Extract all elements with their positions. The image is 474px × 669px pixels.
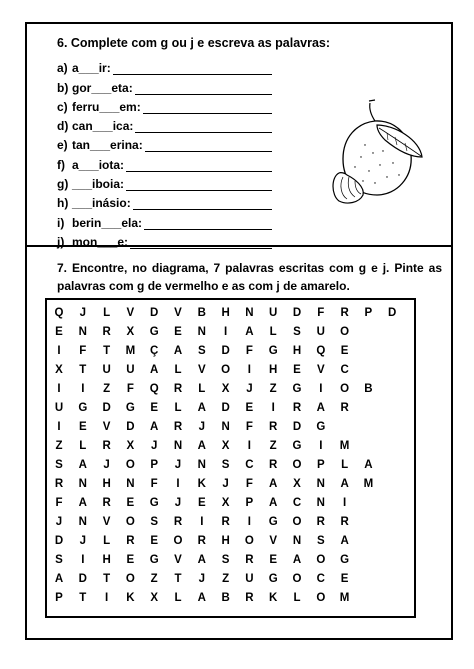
grid-letter[interactable]: G	[149, 497, 159, 509]
grid-letter[interactable]: O	[316, 592, 326, 604]
item-word: ___inásio:	[72, 196, 131, 211]
grid-letter[interactable]: L	[269, 326, 277, 338]
grid-letter[interactable]: U	[102, 364, 111, 376]
grid-letter[interactable]: N	[316, 478, 325, 490]
grid-letter[interactable]: L	[174, 592, 182, 604]
answer-line[interactable]	[113, 64, 272, 75]
grid-letter[interactable]: O	[125, 459, 135, 471]
grid-letter[interactable]: F	[245, 421, 253, 433]
grid-letter[interactable]: A	[292, 554, 302, 566]
grid-letter[interactable]: Z	[269, 440, 277, 452]
item-label: b)	[57, 80, 69, 95]
grid-letter[interactable]: P	[316, 459, 325, 471]
grid-letter[interactable]: E	[340, 345, 349, 357]
grid-letter[interactable]: E	[174, 326, 182, 338]
item-label: c)	[57, 99, 68, 114]
grid-letter[interactable]: L	[103, 307, 111, 319]
grid-letter[interactable]: G	[78, 402, 88, 414]
grid-letter[interactable]: F	[245, 345, 253, 357]
grid-letter[interactable]: R	[340, 516, 349, 528]
grid-letter[interactable]: J	[198, 573, 205, 585]
grid-letter[interactable]: U	[54, 402, 64, 414]
grid-letter[interactable]: Z	[150, 573, 158, 585]
grid-letter[interactable]: A	[340, 535, 349, 547]
grid-letter[interactable]: G	[268, 345, 278, 357]
exercise-item	[57, 230, 272, 249]
grid-letter[interactable]: L	[198, 383, 206, 395]
grid-letter[interactable]: I	[247, 440, 251, 452]
grid-letter[interactable]: B	[197, 307, 206, 319]
grid-letter[interactable]: I	[81, 383, 85, 395]
grid-letter[interactable]: S	[150, 516, 159, 528]
grid-letter[interactable]: R	[102, 326, 111, 338]
grid-letter[interactable]: F	[55, 497, 63, 509]
grid-letter[interactable]: O	[292, 516, 302, 528]
answer-line[interactable]	[143, 103, 272, 114]
exercise-item	[57, 210, 272, 229]
grid-letter[interactable]: G	[316, 421, 326, 433]
item-word: a___iota:	[72, 157, 125, 172]
item-word: tan___erina:	[72, 138, 143, 153]
grid-letter[interactable]: G	[292, 440, 302, 452]
grid-letter[interactable]: M	[339, 440, 350, 452]
grid-row	[47, 456, 414, 475]
grid-letter[interactable]: S	[316, 535, 325, 547]
grid-letter[interactable]: A	[78, 497, 87, 509]
grid-letter[interactable]: V	[269, 535, 278, 547]
item-label: h)	[57, 196, 69, 211]
grid-letter[interactable]: O	[125, 573, 135, 585]
grid-letter[interactable]: N	[126, 478, 135, 490]
grid-letter[interactable]: A	[78, 459, 87, 471]
grid-letter[interactable]: Z	[222, 573, 230, 585]
grid-letter[interactable]: V	[174, 307, 182, 319]
grid-letter[interactable]: C	[245, 459, 254, 471]
grid-letter[interactable]: A	[269, 478, 278, 490]
grid-letter[interactable]: J	[103, 459, 110, 471]
grid-letter[interactable]: X	[150, 592, 159, 604]
grid-letter[interactable]: N	[197, 459, 206, 471]
answer-line[interactable]	[126, 180, 272, 191]
grid-letter[interactable]: R	[102, 497, 111, 509]
grid-letter[interactable]: E	[78, 421, 87, 433]
grid-letter[interactable]: I	[247, 364, 251, 376]
grid-letter[interactable]: X	[221, 497, 230, 509]
grid-letter[interactable]: R	[221, 516, 230, 528]
grid-letter[interactable]: E	[293, 364, 301, 376]
grid-letter[interactable]: M	[363, 478, 374, 490]
grid-letter[interactable]: H	[269, 364, 278, 376]
grid-letter[interactable]: U	[245, 573, 254, 585]
grid-letter[interactable]: B	[364, 383, 373, 395]
grid-letter[interactable]: L	[174, 402, 182, 414]
grid-letter[interactable]: E	[269, 554, 278, 566]
grid-letter[interactable]: X	[293, 478, 301, 490]
grid-letter[interactable]: J	[79, 307, 86, 319]
grid-letter[interactable]: E	[197, 497, 206, 509]
grid-letter[interactable]: A	[197, 440, 206, 452]
grid-letter[interactable]: M	[125, 345, 136, 357]
grid-letter[interactable]: J	[198, 421, 205, 433]
grid-row	[47, 570, 414, 589]
grid-letter[interactable]: G	[292, 383, 302, 395]
grid-letter[interactable]: X	[221, 383, 230, 395]
grid-letter[interactable]: T	[103, 573, 111, 585]
grid-letter[interactable]: I	[176, 478, 180, 490]
grid-letter[interactable]: F	[317, 307, 325, 319]
grid-row	[47, 551, 414, 570]
grid-letter[interactable]: R	[269, 421, 278, 433]
grid-letter[interactable]: U	[126, 364, 135, 376]
grid-letter[interactable]: O	[221, 364, 231, 376]
grid-letter[interactable]: H	[221, 535, 230, 547]
grid-letter[interactable]: D	[292, 421, 302, 433]
grid-letter[interactable]: T	[79, 364, 87, 376]
grid-row	[47, 342, 414, 361]
grid-letter[interactable]: G	[125, 402, 135, 414]
grid-letter[interactable]: L	[79, 440, 87, 452]
exercise-item	[57, 75, 272, 94]
grid-letter[interactable]: T	[79, 592, 87, 604]
item-label: g)	[57, 177, 69, 192]
question-7-title	[57, 259, 442, 295]
grid-letter[interactable]: N	[78, 516, 87, 528]
grid-letter[interactable]: O	[316, 554, 326, 566]
grid-row	[47, 399, 414, 418]
item-label: e)	[57, 138, 68, 153]
grid-letter[interactable]: N	[292, 535, 302, 547]
grid-letter[interactable]: A	[150, 364, 159, 376]
grid-letter[interactable]: A	[269, 497, 278, 509]
grid-row	[47, 380, 414, 399]
grid-letter[interactable]: S	[221, 554, 230, 566]
exercise-item	[57, 56, 272, 75]
grid-letter[interactable]: R	[340, 307, 349, 319]
grid-letter[interactable]: A	[197, 592, 206, 604]
answer-line[interactable]	[144, 219, 272, 230]
grid-letter[interactable]: S	[55, 459, 63, 471]
exercise-item	[57, 95, 272, 114]
grid-letter[interactable]: F	[245, 478, 253, 490]
grid-letter[interactable]: O	[125, 516, 135, 528]
grid-row	[47, 361, 414, 380]
grid-letter[interactable]: D	[78, 573, 87, 585]
grid-letter[interactable]: U	[269, 307, 278, 319]
grid-letter[interactable]: E	[245, 402, 254, 414]
grid-row	[47, 475, 414, 494]
grid-letter[interactable]: R	[197, 535, 206, 547]
grid-letter[interactable]: N	[245, 307, 254, 319]
item-label: f)	[57, 157, 65, 172]
grid-letter[interactable]: I	[342, 497, 347, 509]
grid-letter[interactable]: H	[102, 478, 111, 490]
grid-letter[interactable]: J	[174, 497, 182, 509]
grid-letter[interactable]: R	[340, 402, 349, 414]
grid-letter[interactable]: Q	[316, 345, 326, 357]
grid-letter[interactable]: D	[54, 535, 64, 547]
grid-letter[interactable]: E	[126, 554, 135, 566]
grid-letter[interactable]: L	[174, 364, 182, 376]
item-word: gor___eta:	[72, 80, 133, 95]
grid-letter[interactable]: I	[57, 345, 61, 357]
grid-letter[interactable]: X	[126, 326, 135, 338]
grid-letter[interactable]: D	[221, 402, 230, 414]
grid-letter[interactable]: N	[197, 326, 206, 338]
grid-letter[interactable]: J	[174, 459, 182, 471]
grid-letter[interactable]: J	[150, 440, 158, 452]
grid-letter[interactable]: R	[102, 440, 111, 452]
grid-letter[interactable]: F	[79, 345, 87, 357]
grid-letter[interactable]: A	[245, 326, 254, 338]
grid-letter[interactable]: R	[173, 516, 183, 528]
grid-letter[interactable]: E	[150, 402, 159, 414]
grid-letter[interactable]: E	[126, 497, 135, 509]
grid-letter[interactable]: P	[364, 307, 373, 319]
exercise-item	[57, 133, 272, 152]
question-6-title: 6. Complete com g ou j e escreva as palavras:	[57, 36, 331, 50]
grid-letter[interactable]: B	[221, 592, 230, 604]
grid-letter[interactable]: N	[78, 326, 87, 338]
grid-row	[47, 323, 414, 342]
grid-letter[interactable]: A	[173, 345, 183, 357]
grid-letter[interactable]: J	[55, 516, 63, 528]
grid-letter[interactable]: R	[245, 592, 254, 604]
grid-letter[interactable]: N	[173, 440, 183, 452]
word-search-grid	[45, 298, 416, 618]
grid-letter[interactable]: G	[268, 573, 278, 585]
grid-letter[interactable]: S	[197, 345, 206, 357]
grid-letter[interactable]: J	[246, 383, 253, 395]
grid-letter[interactable]: P	[150, 459, 159, 471]
grid-letter[interactable]: G	[149, 554, 159, 566]
grid-letter[interactable]: O	[244, 535, 254, 547]
grid-letter[interactable]: I	[57, 421, 61, 433]
grid-row	[47, 589, 414, 608]
grid-letter[interactable]: F	[150, 478, 158, 490]
grid-letter[interactable]: Ç	[150, 345, 159, 357]
grid-letter[interactable]: I	[57, 383, 61, 395]
grid-row	[47, 304, 414, 323]
grid-letter[interactable]: N	[316, 497, 325, 509]
grid-letter[interactable]: C	[340, 364, 349, 376]
grid-row	[47, 494, 414, 513]
grid-letter[interactable]: L	[103, 535, 111, 547]
answer-line[interactable]	[145, 141, 272, 152]
answer-line[interactable]	[135, 84, 272, 95]
grid-letter[interactable]: T	[103, 345, 111, 357]
grid-letter[interactable]: Q	[149, 383, 159, 395]
grid-letter[interactable]: R	[269, 459, 278, 471]
grid-letter[interactable]: C	[316, 573, 325, 585]
grid-letter[interactable]: V	[102, 421, 111, 433]
item-word: ___iboia:	[72, 177, 125, 192]
grid-letter[interactable]: P	[55, 592, 63, 604]
grid-letter[interactable]: V	[126, 307, 135, 319]
grid-letter[interactable]: O	[292, 459, 302, 471]
exercise-item	[57, 191, 272, 210]
grid-letter[interactable]: X	[221, 440, 230, 452]
grid-letter[interactable]: E	[55, 326, 63, 338]
grid-letter[interactable]: A	[197, 402, 206, 414]
question-7-line-1: 7. Encontre, no diagrama, 7 palavras escritas com g e j. Pinte as	[57, 261, 442, 275]
item-word: berin___ela:	[72, 215, 143, 230]
item-label: d)	[57, 119, 69, 134]
exercise-item	[57, 114, 272, 133]
grid-letter[interactable]: O	[340, 326, 350, 338]
grid-letter[interactable]: V	[197, 364, 206, 376]
grid-letter[interactable]: R	[126, 535, 135, 547]
grid-letter[interactable]: A	[316, 402, 325, 414]
answer-line[interactable]	[133, 199, 272, 210]
grid-letter[interactable]: Z	[269, 383, 277, 395]
grid-letter[interactable]: D	[126, 421, 135, 433]
grid-letter[interactable]: R	[292, 402, 302, 414]
grid-letter[interactable]: I	[104, 592, 109, 604]
grid-letter[interactable]: A	[54, 573, 64, 585]
grid-letter[interactable]: P	[245, 497, 254, 509]
grid-letter[interactable]: H	[221, 307, 230, 319]
grid-letter[interactable]: I	[200, 516, 204, 528]
grid-letter[interactable]: N	[221, 421, 230, 433]
answer-line[interactable]	[135, 122, 272, 133]
grid-letter[interactable]: J	[79, 535, 86, 547]
grid-letter[interactable]: H	[102, 554, 111, 566]
grid-letter[interactable]: K	[197, 478, 206, 490]
grid-letter[interactable]: I	[271, 402, 275, 414]
grid-letter[interactable]: I	[247, 516, 251, 528]
grid-letter[interactable]: O	[292, 573, 302, 585]
item-word: ferru___em:	[72, 99, 141, 114]
grid-letter[interactable]: G	[340, 554, 350, 566]
grid-letter[interactable]: M	[339, 592, 350, 604]
grid-letter[interactable]: A	[197, 554, 206, 566]
grid-letter[interactable]: D	[292, 307, 302, 319]
grid-letter[interactable]: D	[388, 307, 397, 319]
grid-letter[interactable]: A	[340, 478, 349, 490]
grid-letter[interactable]: E	[340, 573, 349, 585]
item-word: a___ir:	[72, 61, 111, 76]
grid-letter[interactable]: L	[341, 459, 349, 471]
answer-line[interactable]	[130, 238, 272, 249]
item-label: j)	[57, 234, 65, 249]
grid-letter[interactable]: T	[174, 573, 182, 585]
grid-letter[interactable]: K	[126, 592, 135, 604]
grid-letter[interactable]: X	[126, 440, 135, 452]
grid-letter[interactable]: I	[223, 326, 228, 338]
item-word: can___ica:	[72, 119, 134, 134]
grid-letter[interactable]: I	[81, 554, 85, 566]
grid-letter[interactable]: G	[268, 516, 278, 528]
grid-letter[interactable]: A	[150, 421, 159, 433]
grid-letter[interactable]: I	[319, 383, 323, 395]
grid-row	[47, 513, 414, 532]
grid-letter[interactable]: K	[269, 592, 278, 604]
grid-letter[interactable]: R	[316, 516, 325, 528]
grid-letter[interactable]: Z	[55, 440, 63, 452]
grid-letter[interactable]: V	[316, 364, 325, 376]
grid-letter[interactable]: R	[54, 478, 64, 490]
grid-letter[interactable]: J	[222, 478, 229, 490]
grid-letter[interactable]: A	[364, 459, 373, 471]
item-label: i)	[57, 215, 65, 230]
grid-letter[interactable]: V	[102, 516, 111, 528]
grid-letter[interactable]: S	[293, 326, 301, 338]
exercise-item	[57, 152, 272, 171]
question-7-line-2: palavras com g de vermelho e as com j de amarelo.	[57, 279, 350, 293]
item-word: mon___e:	[72, 234, 129, 249]
grid-letter[interactable]: D	[150, 307, 159, 319]
grid-letter[interactable]: R	[173, 421, 183, 433]
tangerine-illustration	[325, 95, 425, 215]
grid-letter[interactable]: U	[316, 326, 325, 338]
grid-letter[interactable]: V	[174, 554, 182, 566]
grid-row	[47, 418, 414, 437]
grid-letter[interactable]: Z	[103, 383, 111, 395]
grid-row	[47, 532, 414, 551]
grid-letter[interactable]: Q	[54, 307, 64, 319]
grid-letter[interactable]: D	[102, 402, 111, 414]
grid-letter[interactable]: F	[126, 383, 134, 395]
exercise-item	[57, 172, 272, 191]
grid-letter[interactable]: R	[173, 383, 183, 395]
grid-letter[interactable]: E	[150, 535, 159, 547]
grid-row	[47, 437, 414, 456]
grid-letter[interactable]: O	[173, 535, 183, 547]
grid-letter[interactable]: L	[293, 592, 301, 604]
item-label: a)	[57, 61, 68, 76]
grid-letter[interactable]: C	[292, 497, 302, 509]
grid-letter[interactable]: N	[78, 478, 87, 490]
grid-letter[interactable]: I	[319, 440, 323, 452]
question-6-items	[57, 56, 272, 249]
grid-letter[interactable]: O	[340, 383, 350, 395]
grid-letter[interactable]: X	[55, 364, 63, 376]
grid-letter[interactable]: R	[245, 554, 254, 566]
answer-line[interactable]	[126, 161, 272, 172]
grid-letter[interactable]: S	[55, 554, 63, 566]
grid-letter[interactable]: H	[292, 345, 302, 357]
grid-letter[interactable]: G	[149, 326, 159, 338]
grid-letter[interactable]: D	[221, 345, 230, 357]
grid-letter[interactable]: S	[221, 459, 230, 471]
